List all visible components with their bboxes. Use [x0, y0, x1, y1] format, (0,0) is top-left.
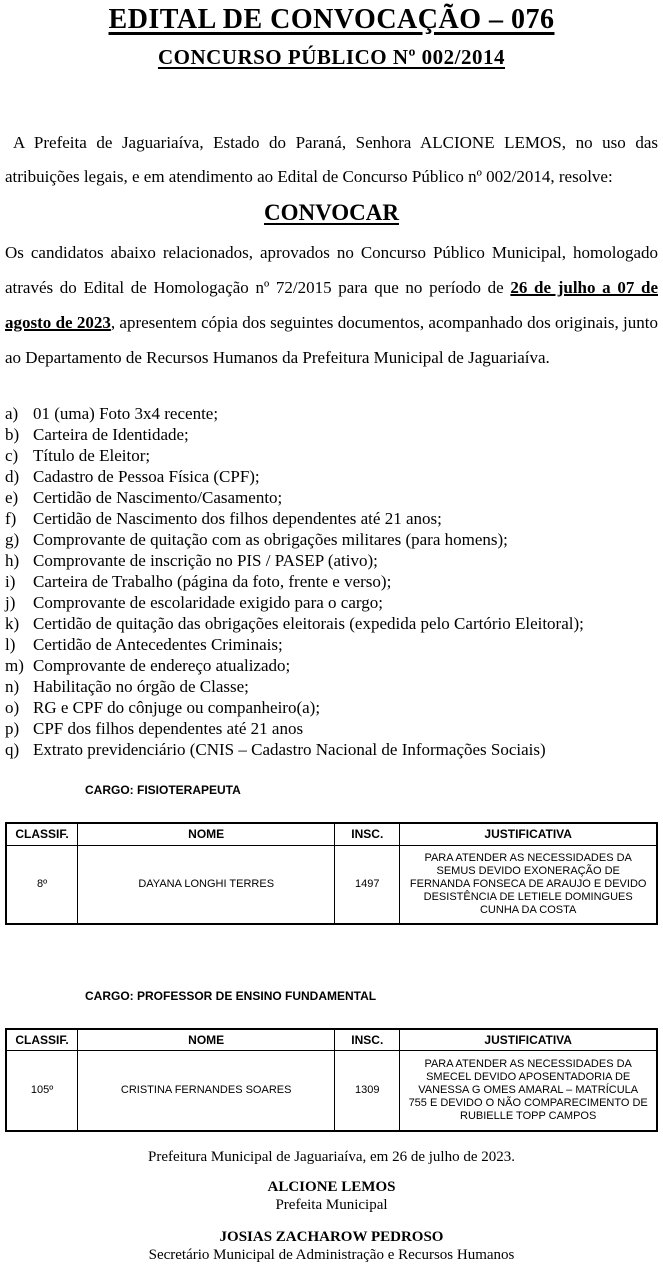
list-item-label: a) — [5, 404, 19, 423]
dateline: Prefeitura Municipal de Jaguariaíva, em 26 de julho de 2023. — [148, 1148, 515, 1165]
cell-classif: 105º — [6, 1051, 78, 1131]
list-item-text: Carteira de Identidade; — [33, 425, 189, 444]
list-item-label: i) — [5, 572, 16, 591]
convocar-heading: CONVOCAR — [264, 200, 399, 225]
list-item-label: o) — [5, 698, 20, 717]
cell-nome: DAYANA LONGHI TERRES — [78, 845, 335, 924]
body-paragraph-part2: , apresentem cópia dos seguintes documentos, acompanhado dos originais, junto ao Departamento de Recursos Humanos da Prefeitura Municipal de Jaguariaíva. — [5, 313, 658, 367]
list-item-label: h) — [5, 551, 20, 570]
header-insc: INSC. — [335, 1029, 400, 1051]
intro-paragraph: A Prefeita de Jaguariaíva, Estado do Paraná, Senhora ALCIONE LEMOS, no uso das atribuições legais, e em atendimento ao Edital de Concurso Público nº 002/2014, resolve: — [5, 133, 658, 186]
list-item — [5, 487, 658, 508]
list-item-text: RG e CPF do cônjuge ou companheiro(a); — [33, 698, 321, 717]
header-classif: CLASSIF. — [6, 823, 78, 845]
list-item-text: Cadastro de Pessoa Física (CPF); — [33, 467, 260, 486]
list-item — [5, 403, 658, 424]
document-subtitle: CONCURSO PÚBLICO Nº 002/2014 — [157, 45, 506, 69]
list-item-text: Extrato previdenciário (CNIS – Cadastro Nacional de Informações Sociais) — [33, 740, 546, 759]
header-nome: NOME — [78, 823, 335, 845]
list-item-text: Comprovante de quitação com as obrigações militares (para homens); — [33, 530, 508, 549]
table-header-row — [6, 1029, 657, 1051]
table-header-row — [6, 823, 657, 845]
body-paragraph — [5, 235, 658, 375]
list-item — [5, 718, 658, 739]
signature-block-secretario — [5, 1229, 658, 1264]
list-item — [5, 445, 658, 466]
cell-insc: 1309 — [335, 1051, 400, 1131]
list-item-text: 01 (uma) Foto 3x4 recente; — [33, 404, 219, 423]
list-item-label: f) — [5, 509, 17, 528]
list-item — [5, 739, 658, 760]
signature-block-prefeita — [5, 1179, 658, 1214]
list-item — [5, 466, 658, 487]
cell-justificativa: PARA ATENDER AS NECESSIDADES DA SMECEL DEVIDO APOSENTADORIA DE VANESSA G OMES AMARAL – MATRÍCULA 755 E DEVIDO O NÃO COMPARECIMENTO DE RUBIELLE TOPP CAMPOS — [400, 1051, 657, 1131]
list-item-label: m) — [5, 656, 24, 675]
list-item-text: Comprovante de escolaridade exigido para o cargo; — [33, 593, 383, 612]
required-documents-list — [5, 403, 658, 760]
list-item — [5, 592, 658, 613]
list-item-text: Comprovante de inscrição no PIS / PASEP (ativo); — [33, 551, 378, 570]
cell-classif: 8º — [6, 845, 78, 924]
signature-role-secretario: Secretário Municipal de Administração e Recursos Humanos — [148, 1246, 515, 1263]
signature-name-secretario: JOSIAS ZACHAROW PEDROSO — [219, 1228, 444, 1245]
list-item — [5, 655, 658, 676]
list-item-text: Comprovante de endereço atualizado; — [33, 656, 291, 675]
list-item — [5, 529, 658, 550]
list-item-label: b) — [5, 425, 20, 444]
header-justificativa: JUSTIFICATIVA — [400, 823, 657, 845]
list-item-label: g) — [5, 530, 20, 549]
list-item-label: l) — [5, 635, 16, 654]
list-item-label: d) — [5, 467, 20, 486]
list-item-text: Título de Eleitor; — [33, 446, 151, 465]
list-item-label: n) — [5, 677, 20, 696]
list-item-label: c) — [5, 446, 19, 465]
header-nome: NOME — [78, 1029, 335, 1051]
signature-role-prefeita: Prefeita Municipal — [275, 1196, 388, 1213]
cell-insc: 1497 — [335, 845, 400, 924]
list-item — [5, 697, 658, 718]
deadline-highlight: 26 de julho a 07 de agosto de 2023 — [5, 278, 658, 332]
cell-justificativa: PARA ATENDER AS NECESSIDADES DA SEMUS DEVIDO EXONERAÇÃO DE FERNANDA FONSECA DE ARAUJO E DEVIDO DESISTÊNCIA DE LETIELE DOMINGUES CUNHA DA COSTA — [400, 845, 657, 924]
list-item-label: j) — [5, 593, 16, 612]
list-item — [5, 613, 658, 634]
list-item — [5, 424, 658, 445]
document-title: EDITAL DE CONVOCAÇÃO – 076 — [108, 4, 555, 35]
cargo-heading-professor: CARGO: PROFESSOR DE ENSINO FUNDAMENTAL — [85, 988, 377, 1003]
list-item-text: Certidão de Nascimento dos filhos dependentes até 21 anos; — [33, 509, 442, 528]
list-item-text: Carteira de Trabalho (página da foto, frente e verso); — [33, 572, 392, 591]
list-item — [5, 571, 658, 592]
list-item-label: q) — [5, 740, 20, 759]
table-row — [6, 845, 657, 924]
list-item — [5, 634, 658, 655]
signature-name-prefeita: ALCIONE LEMOS — [267, 1178, 396, 1195]
list-item-text: Certidão de Antecedentes Criminais; — [33, 635, 283, 654]
list-item-text: Certidão de Nascimento/Casamento; — [33, 488, 283, 507]
list-item-label: p) — [5, 719, 20, 738]
list-item — [5, 508, 658, 529]
list-item-text: Certidão de quitação das obrigações eleitorais (expedida pelo Cartório Eleitoral); — [33, 614, 584, 633]
convocation-table-fisioterapeuta — [5, 822, 658, 925]
list-item — [5, 676, 658, 697]
body-paragraph-part1: Os candidatos abaixo relacionados, aprovados no Concurso Público Municipal, homologado através do Edital de Homologação nº 72/2015 para que no período de — [5, 243, 658, 297]
header-insc: INSC. — [335, 823, 400, 845]
list-item-label: e) — [5, 488, 19, 507]
table-row — [6, 1051, 657, 1131]
list-item — [5, 550, 658, 571]
cell-nome: CRISTINA FERNANDES SOARES — [78, 1051, 335, 1131]
document-footer — [5, 1149, 658, 1264]
header-justificativa: JUSTIFICATIVA — [400, 1029, 657, 1051]
header-classif: CLASSIF. — [6, 1029, 78, 1051]
list-item-text: CPF dos filhos dependentes até 21 anos — [33, 719, 304, 738]
list-item-label: k) — [5, 614, 20, 633]
cargo-heading-fisioterapeuta: CARGO: FISIOTERAPEUTA — [85, 783, 241, 797]
convocation-table-professor — [5, 1028, 658, 1132]
list-item-text: Habilitação no órgão de Classe; — [33, 677, 249, 696]
